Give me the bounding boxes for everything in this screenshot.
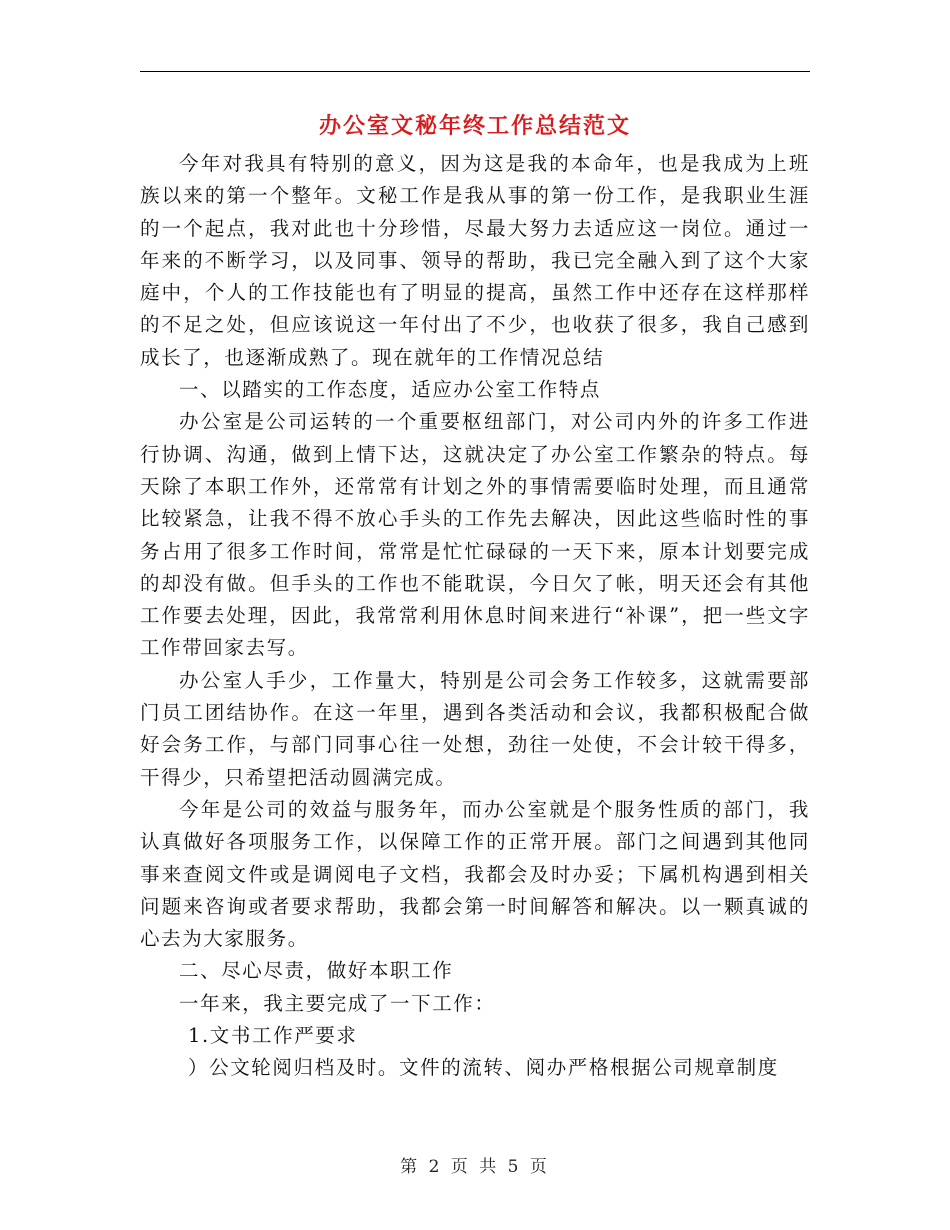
page-footer: 第 2 页 共 5 页 [400,1157,550,1177]
paragraph-service: 今年是公司的效益与服务年，而办公室就是个服务性质的部门，我认真做好各项服务工作，以保障工作的正常开展。部门之间遇到其他同事来查阅文件或是调阅电子文档，我都会及时办妥；下属机构遇到相关问题来咨询或者要求帮助，我都会第一时间解答和解决。以一颗真诚的心去为大家服务。 [140,797,810,951]
sub-item-1: ）公文轮阅归档及时。文件的流转、阅办严格根据公司规章制度 [188,1056,779,1080]
paragraph-teamwork: 办公室人手少，工作量大，特别是公司会务工作较多，这就需要部门员工团结协作。在这一年里，遇到各类活动和会议，我都积极配合做好会务工作，与部门同事心往一处想，劲往一处使，不会计较干得多，干得少，只希望把活动圆满完成。 [140,668,810,789]
paragraph-work-intro: 一年来，我主要完成了一下工作： [179,991,496,1015]
document-title: 办公室文秘年终工作总结范文 [318,113,631,139]
paragraph-intro: 今年对我具有特别的意义，因为这是我的本命年，也是我成为上班族以来的第一个整年。文秘工作是我从事的第一份工作，是我职业生涯的一个起点，我对此也十分珍惜，尽最大努力去适应这一岗位。通过一年来的不断学习，以及同事、领导的帮助，我已完全融入到了这个大家庭中，个人的工作技能也有了明显的提高，虽然工作中还存在这样那样的不足之处，但应该说这一年付出了不少，也收获了很多，我自己感到成长了，也逐渐成熟了。现在就年的工作情况总结 [140,152,810,369]
document-body [140,148,810,1085]
header-rule [140,71,810,72]
paragraph-office-role: 办公室是公司运转的一个重要枢纽部门，对公司内外的许多工作进行协调、沟通，做到上情下达，这就决定了办公室工作繁杂的特点。每天除了本职工作外，还常常有计划之外的事情需要临时处理，而且通常比较紧急，让我不得不放心手头的工作先去解决，因此这些临时性的事务占用了很多工作时间，常常是忙忙碌碌的一天下来，原本计划要完成的却没有做。但手头的工作也不能耽误，今日欠了帐，明天还会有其他工作要去处理，因此，我常常利用休息时间来进行“补课”，把一些文字工作带回家去写。 [140,410,810,660]
section-heading-2: 二、尽心尽责，做好本职工作 [179,959,454,983]
list-item-1: 1.文书工作严要求 [188,1024,358,1048]
section-heading-1: 一、以踏实的工作态度，适应办公室工作特点 [179,378,602,402]
